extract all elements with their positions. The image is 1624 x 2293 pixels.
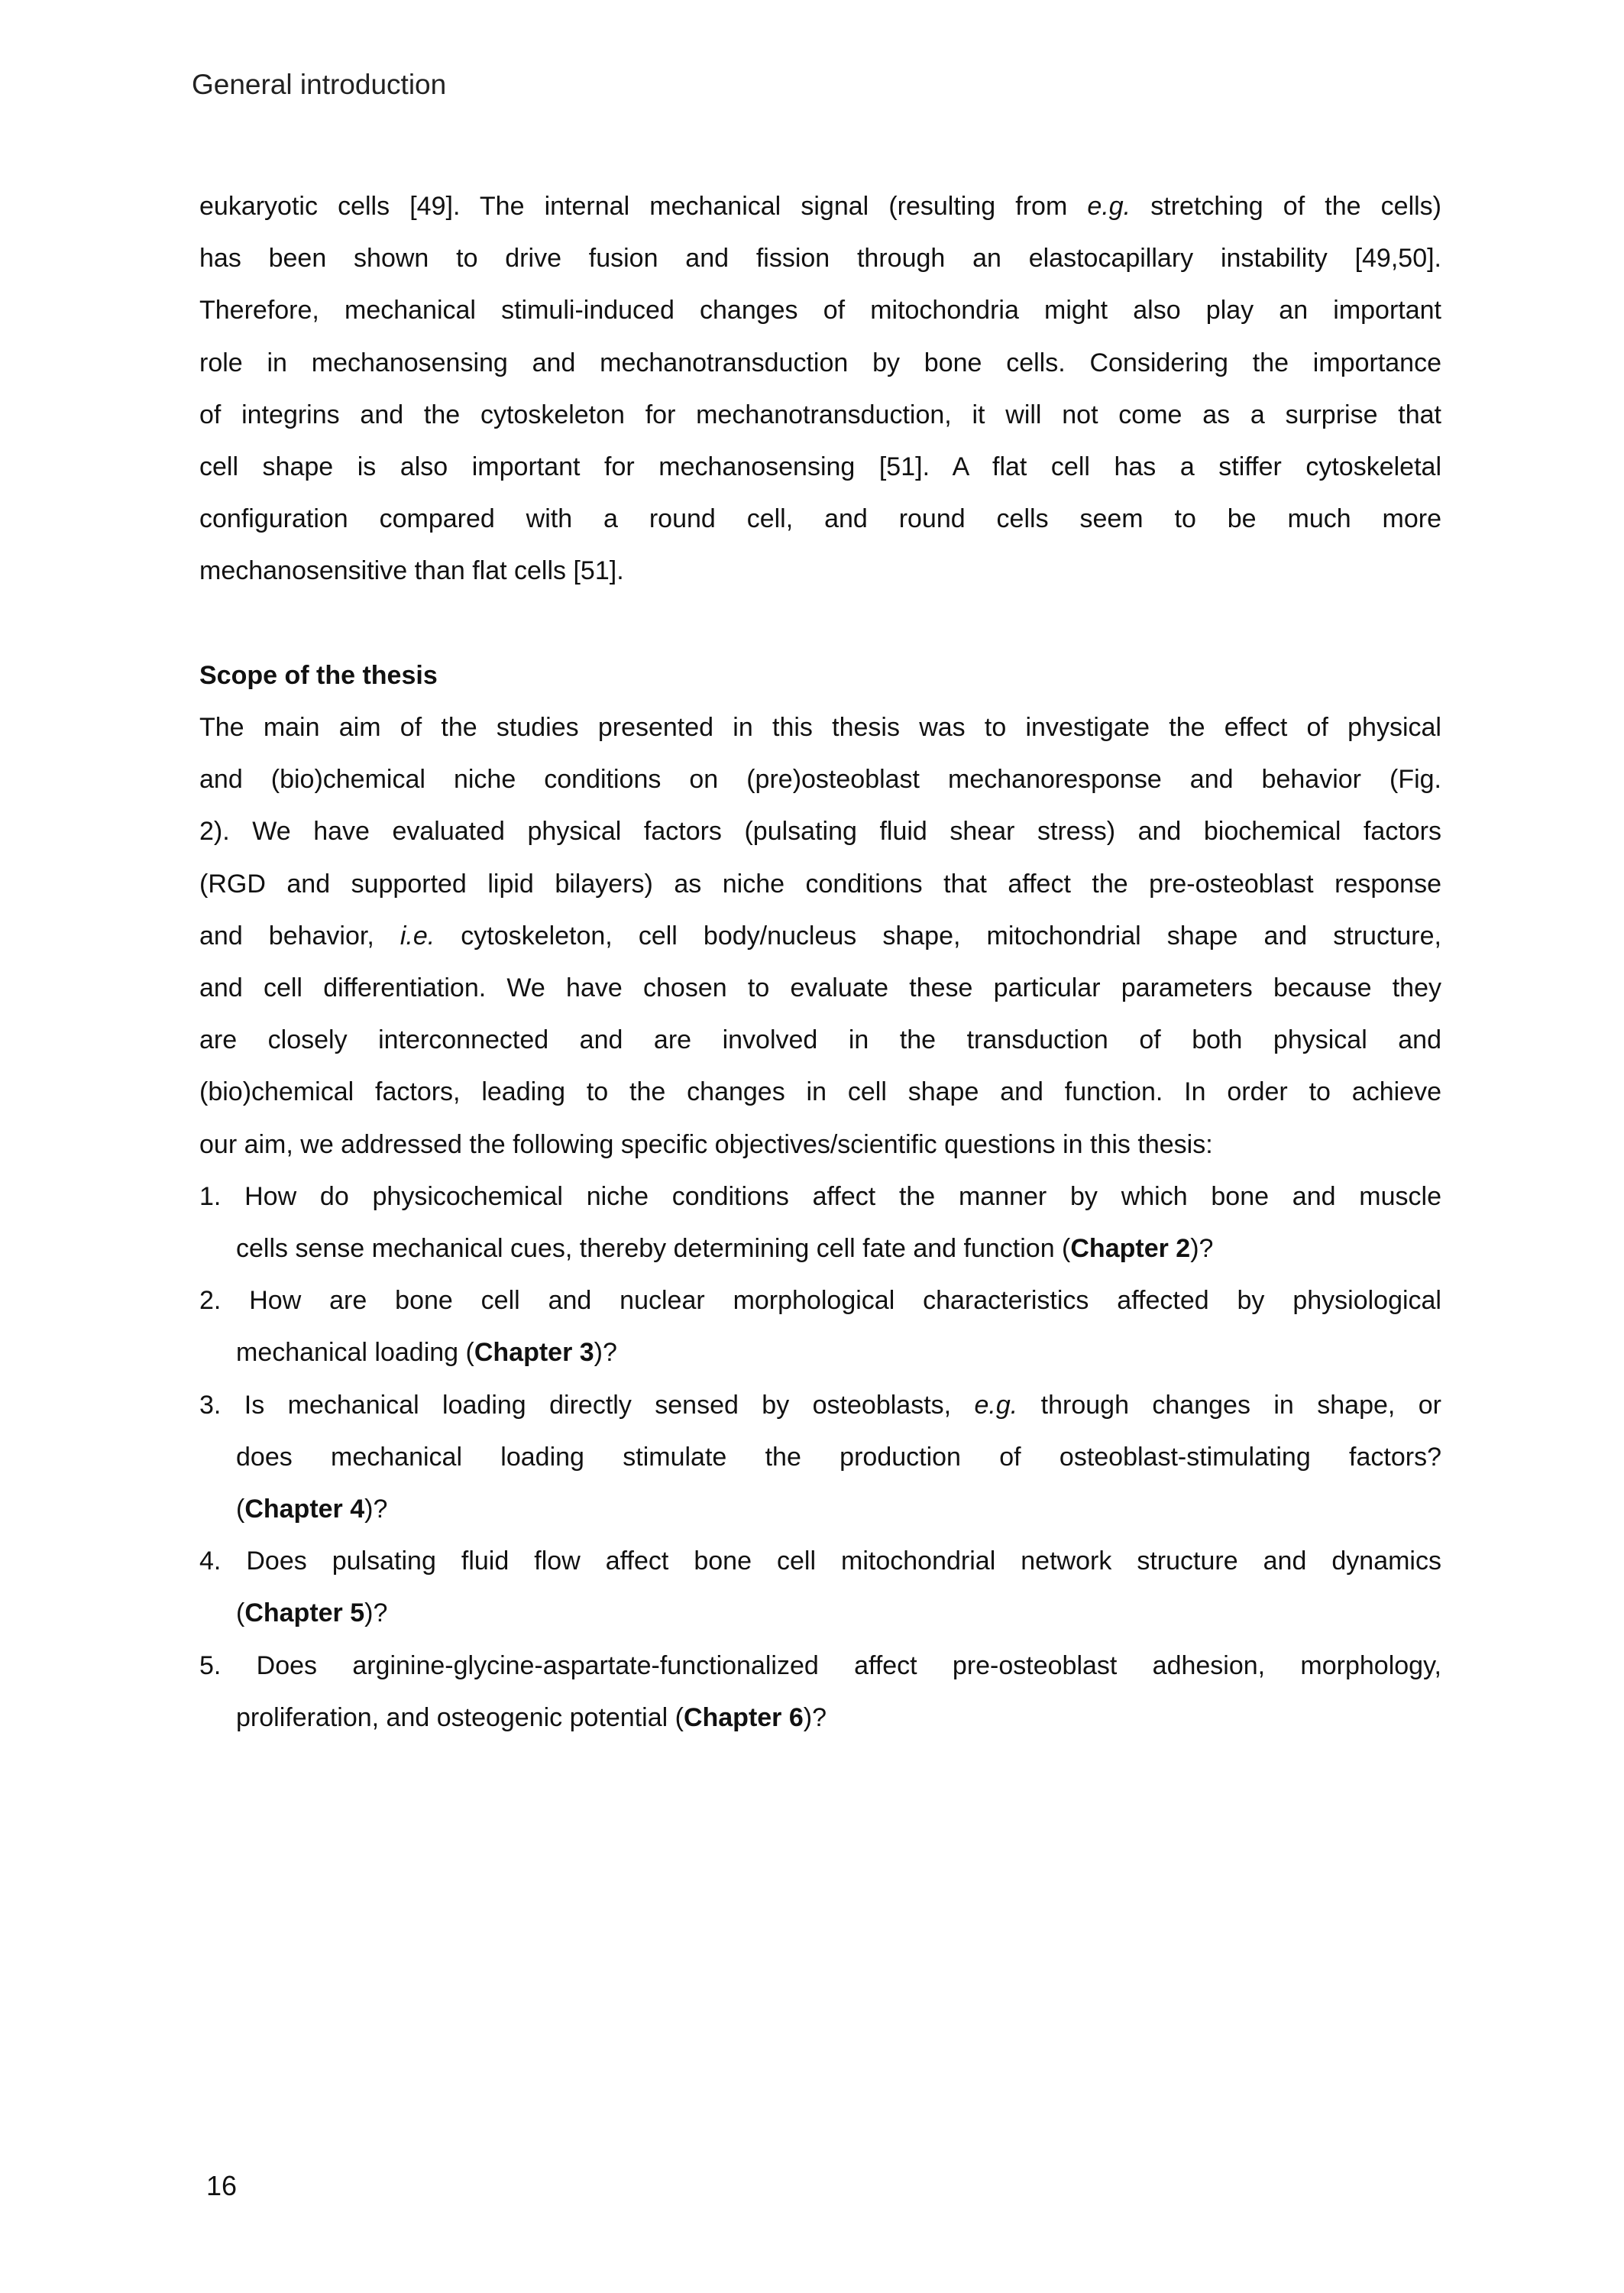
chapter-reference: Chapter 6 <box>683 1702 804 1732</box>
text-line <box>199 545 1441 597</box>
text-line <box>199 180 1441 232</box>
text-line <box>199 1014 1441 1066</box>
text-run: )? <box>364 1495 388 1524</box>
text-run: cell shape is also important for mechanosensing [51]. A flat cell has a stiffer cytoskeletal <box>199 452 1441 482</box>
text-run: )? <box>364 1598 388 1628</box>
text-line <box>199 493 1441 545</box>
body-text <box>199 180 1441 1744</box>
text-line <box>199 701 1441 753</box>
text-run: )? <box>1190 1234 1214 1264</box>
section-heading: Scope of the thesis <box>199 660 438 690</box>
text-run: eukaryotic cells [49]. The internal mechanical signal (resulting from <box>199 192 1088 221</box>
text-run: mechanical loading ( <box>236 1338 474 1368</box>
text-line <box>199 441 1441 493</box>
text-run: mechanosensitive than flat cells [51]. <box>199 556 624 586</box>
text-run: 5. Does arginine-glycine-aspartate-functionalized affect pre-osteoblast adhesion, morphology, <box>199 1650 1441 1680</box>
chapter-reference: Chapter 2 <box>1070 1234 1191 1264</box>
question-item <box>199 1274 1441 1378</box>
question-item <box>199 1379 1441 1536</box>
text-run: 2). We have evaluated physical factors (pulsating fluid shear stress) and biochemical factors <box>199 817 1441 847</box>
text-line <box>199 284 1441 336</box>
paragraph-mechanosensing <box>199 180 1441 598</box>
text-line <box>199 1274 1441 1326</box>
text-run: The main aim of the studies presented in this thesis was to investigate the effect of physical <box>199 713 1441 743</box>
text-run: cytoskeleton, cell body/nucleus shape, mitochondrial shape and structure, <box>435 921 1441 951</box>
text-line <box>199 858 1441 910</box>
text-run: role in mechanosensing and mechanotransduction by bone cells. Considering the importance <box>199 348 1441 377</box>
text-line <box>199 232 1441 284</box>
text-line <box>199 805 1441 857</box>
text-run: through changes in shape, or <box>1017 1390 1441 1420</box>
chapter-reference: Chapter 3 <box>474 1338 594 1368</box>
italic-text: i.e. <box>400 921 435 951</box>
text-run: and behavior, <box>199 921 400 951</box>
text-line <box>199 1431 1441 1483</box>
text-line <box>199 962 1441 1014</box>
text-run: of integrins and the cytoskeleton for mechanotransduction, it will not come as a surprise that <box>199 400 1441 429</box>
text-line <box>199 1223 1441 1274</box>
text-line <box>199 1326 1441 1378</box>
page-number: 16 <box>206 2170 238 2201</box>
question-item <box>199 1171 1441 1274</box>
text-run: 3. Is mechanical loading directly sensed by osteoblasts, <box>199 1390 975 1420</box>
chapter-reference: Chapter 5 <box>244 1598 365 1628</box>
text-run: 2. How are bone cell and nuclear morphological characteristics affected by physiological <box>199 1286 1441 1316</box>
text-run: 4. Does pulsating fluid flow affect bone cell mitochondrial network structure and dynamics <box>199 1546 1441 1576</box>
text-line <box>199 910 1441 962</box>
text-run: (bio)chemical factors, leading to the changes in cell shape and function. In order to achieve <box>199 1077 1441 1107</box>
chapter-reference: Chapter 4 <box>244 1495 365 1524</box>
text-line <box>199 1483 1441 1535</box>
text-run: ( <box>236 1495 245 1524</box>
text-line <box>199 1640 1441 1692</box>
text-line <box>199 753 1441 805</box>
question-item <box>199 1535 1441 1639</box>
text-run: Therefore, mechanical stimuli-induced changes of mitochondria might also play an important <box>199 296 1441 325</box>
text-run: are closely interconnected and are involved in the transduction of both physical and <box>199 1025 1441 1055</box>
spacer <box>199 598 1441 649</box>
text-line <box>199 1535 1441 1587</box>
text-run: and cell differentiation. We have chosen to evaluate these particular parameters because they <box>199 973 1441 1003</box>
text-line <box>199 1119 1441 1171</box>
text-line <box>199 1379 1441 1431</box>
text-run: our aim, we addressed the following specific objectives/scientific questions in this thesis: <box>199 1129 1213 1159</box>
text-run: cells sense mechanical cues, thereby determining cell fate and function ( <box>236 1234 1071 1264</box>
question-item <box>199 1640 1441 1744</box>
running-head: General introduction <box>192 69 447 100</box>
text-run: configuration compared with a round cell, and round cells seem to be much more <box>199 504 1441 534</box>
questions-list <box>199 1171 1441 1744</box>
text-line <box>199 1587 1441 1639</box>
text-run: and (bio)chemical niche conditions on (pre)osteoblast mechanoresponse and behavior (Fig. <box>199 765 1441 795</box>
text-line <box>199 1171 1441 1223</box>
text-run: does mechanical loading stimulate the production of osteoblast-stimulating factors? <box>236 1442 1441 1472</box>
text-run: stretching of the cells) <box>1131 192 1441 221</box>
text-run: ( <box>236 1598 245 1628</box>
paragraph-scope <box>199 701 1441 1171</box>
italic-text: e.g. <box>974 1390 1018 1420</box>
italic-text: e.g. <box>1087 192 1131 221</box>
text-run: )? <box>594 1338 617 1368</box>
text-line <box>199 1692 1441 1744</box>
text-run: has been shown to drive fusion and fission through an elastocapillary instability [49,50]. <box>199 244 1441 274</box>
text-run: (RGD and supported lipid bilayers) as niche conditions that affect the pre-osteoblast response <box>199 869 1441 899</box>
text-run: )? <box>803 1702 827 1732</box>
text-line <box>199 337 1441 389</box>
text-run: proliferation, and osteogenic potential ( <box>236 1702 684 1732</box>
text-run: 1. How do physicochemical niche conditions affect the manner by which bone and muscle <box>199 1181 1441 1211</box>
text-line <box>199 1066 1441 1118</box>
text-line <box>199 389 1441 441</box>
